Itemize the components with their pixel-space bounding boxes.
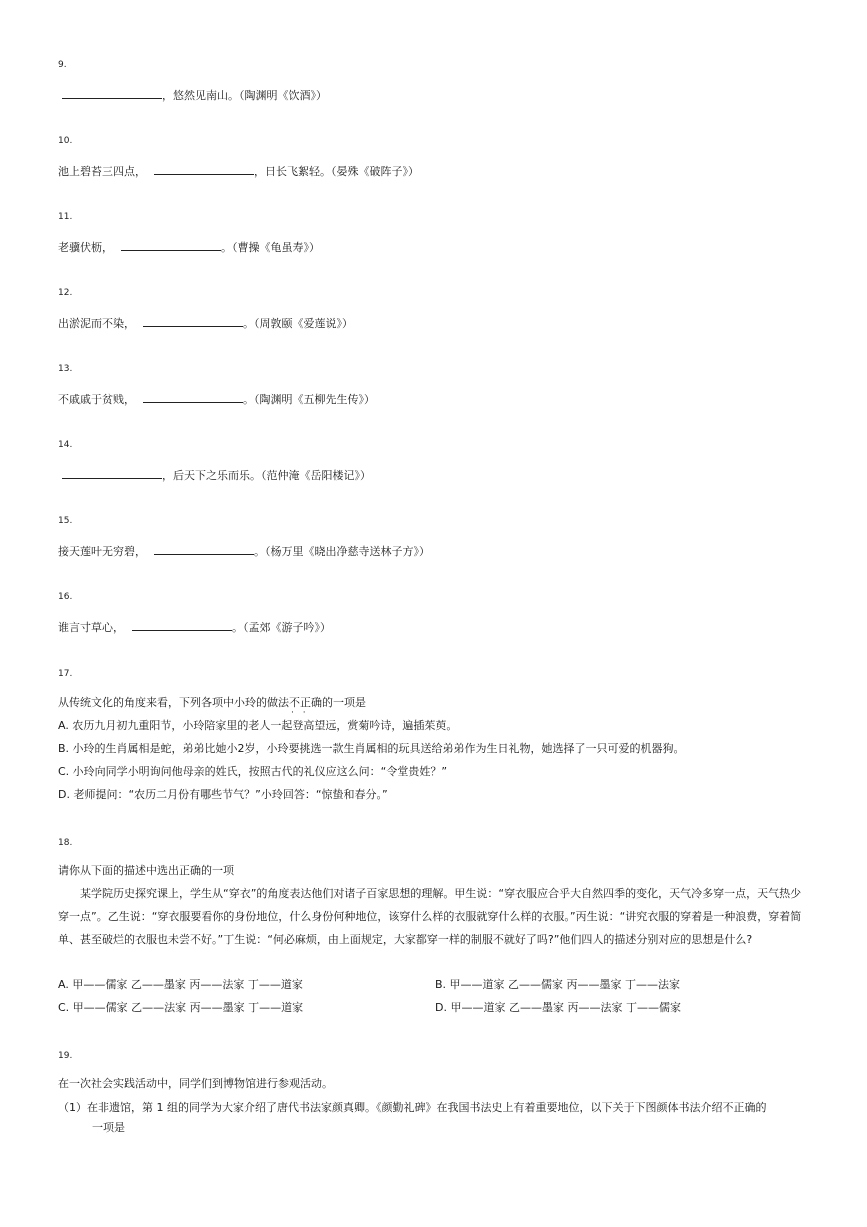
line-before: 谁言寸草心， (58, 621, 124, 634)
fill-blank-line (58, 542, 430, 560)
line-before: 接天莲叶无穷碧， (58, 545, 146, 558)
option-c[interactable]: C. 小玲向同学小明询问他母亲的姓氏，按照古代的礼仪应这么问：“令堂贵姓？” (58, 765, 448, 778)
line-before: 池上碧苔三四点， (58, 165, 146, 178)
fill-blank-line (58, 618, 331, 636)
question-number: 18. (58, 838, 73, 848)
question-number: 9. (58, 60, 67, 70)
line-after: 。（杨万里《晓出净慈寺送林子方》） (254, 545, 430, 558)
sub-question-1 (58, 1098, 818, 1138)
line-after: ，悠然见南山。（陶渊明《饮酒》） (162, 89, 327, 102)
line-before: 不戚戚于贫贱， (58, 393, 135, 406)
question-number: 14. (58, 440, 73, 450)
fill-blank-line (58, 238, 320, 256)
sub-question-continuation: 一项是 (92, 1121, 125, 1134)
answer-blank[interactable] (154, 162, 254, 175)
answer-blank[interactable] (132, 618, 232, 631)
answer-blank[interactable] (154, 542, 254, 555)
answer-blank[interactable] (121, 238, 221, 251)
line-after: 。（陶渊明《五柳先生传》） (243, 393, 375, 406)
question-number: 11. (58, 212, 73, 222)
question-stem (58, 695, 366, 711)
sub-question-label: （1） (58, 1101, 87, 1114)
sub-question-text: 在非遗馆，第 1 组的同学为大家介绍了唐代书法家颜真卿。《颜勤礼碑》在我国书法史上有着重要地位，以下关于下图颜体书法介绍不正确的 (87, 1101, 767, 1114)
line-before: 出淤泥而不染， (58, 317, 135, 330)
fill-blank-line (58, 314, 353, 332)
answer-blank[interactable] (62, 86, 162, 99)
option-b[interactable]: B. 小玲的生肖属相是蛇，弟弟比她小2岁，小玲要挑选一款生肖属相的玩具送给弟弟作为生日礼物，她选择了一只可爱的机器狗。 (58, 742, 685, 755)
option-a[interactable]: A. 农历九月初九重阳节，小玲陪家里的老人一起登高望远，赏菊吟诗，遍插茱萸。 (58, 719, 458, 732)
question-stem: 在一次社会实践活动中，同学们到博物馆进行参观活动。 (58, 1077, 333, 1090)
question-number: 10. (58, 136, 73, 146)
fill-blank-line (58, 466, 371, 484)
option-b[interactable]: B. 甲——道家 乙——儒家 丙——墨家 丁——法家 (435, 978, 681, 991)
answer-blank[interactable] (143, 314, 243, 327)
emphasized-text: 不正确 · · (289, 696, 322, 709)
question-number: 13. (58, 364, 73, 374)
stem-part: 从传统文化的角度来看，下列各项中小玲的做法 (58, 696, 289, 709)
question-number: 15. (58, 516, 73, 526)
stem-part: 的一项是 (322, 696, 366, 709)
line-after: 。（孟郊《游子吟》） (232, 621, 331, 634)
line-after: 。（周敦颐《爱莲说》） (243, 317, 353, 330)
line-after: ，日长飞絮轻。（晏殊《破阵子》） (254, 165, 419, 178)
line-after: 。（曹操《龟虽寿》） (221, 241, 320, 254)
fill-blank-line (58, 86, 327, 104)
question-number: 19. (58, 1051, 73, 1061)
question-number: 12. (58, 288, 73, 298)
question-number: 16. (58, 592, 73, 602)
question-number: 17. (58, 669, 73, 679)
line-before: 老骥伏枥， (58, 241, 113, 254)
line-after: ，后天下之乐而乐。（范仲淹《岳阳楼记》） (162, 469, 371, 482)
fill-blank-line (58, 390, 375, 408)
answer-blank[interactable] (62, 466, 162, 479)
answer-blank[interactable] (143, 390, 243, 403)
option-c[interactable]: C. 甲——儒家 乙——法家 丙——墨家 丁——道家 (58, 1001, 304, 1014)
option-d[interactable]: D. 老师提问：“农历二月份有哪些节气？”小玲回答：“惊蛰和春分。” (58, 788, 388, 801)
option-d[interactable]: D. 甲——道家 乙——墨家 丙——法家 丁——儒家 (435, 1001, 681, 1014)
option-a[interactable]: A. 甲——儒家 乙——墨家 丙——法家 丁——道家 (58, 978, 303, 991)
reading-passage: 某学院历史探究课上，学生从“穿衣”的角度表达他们对诸子百家思想的理解。甲生说：“穿衣服应合乎大自然四季的变化，天气冷多穿一点，天气热少穿一点”。乙生说：“穿衣服要看你的身份地位，什么身份何种地位，该穿什么样的衣服就穿什么样的衣服。”丙生说：“讲究衣服的穿着是一种浪费，穿着简单、甚至破烂的衣服也未尝不好。”丁生说：“何必麻烦，由上面规定，大家都穿一样的制服不就好了吗?”他们四人的描述分别对应的思想是什么? (58, 887, 802, 946)
fill-blank-line (58, 162, 419, 180)
question-stem: 请你从下面的描述中选出正确的一项 (58, 864, 234, 877)
